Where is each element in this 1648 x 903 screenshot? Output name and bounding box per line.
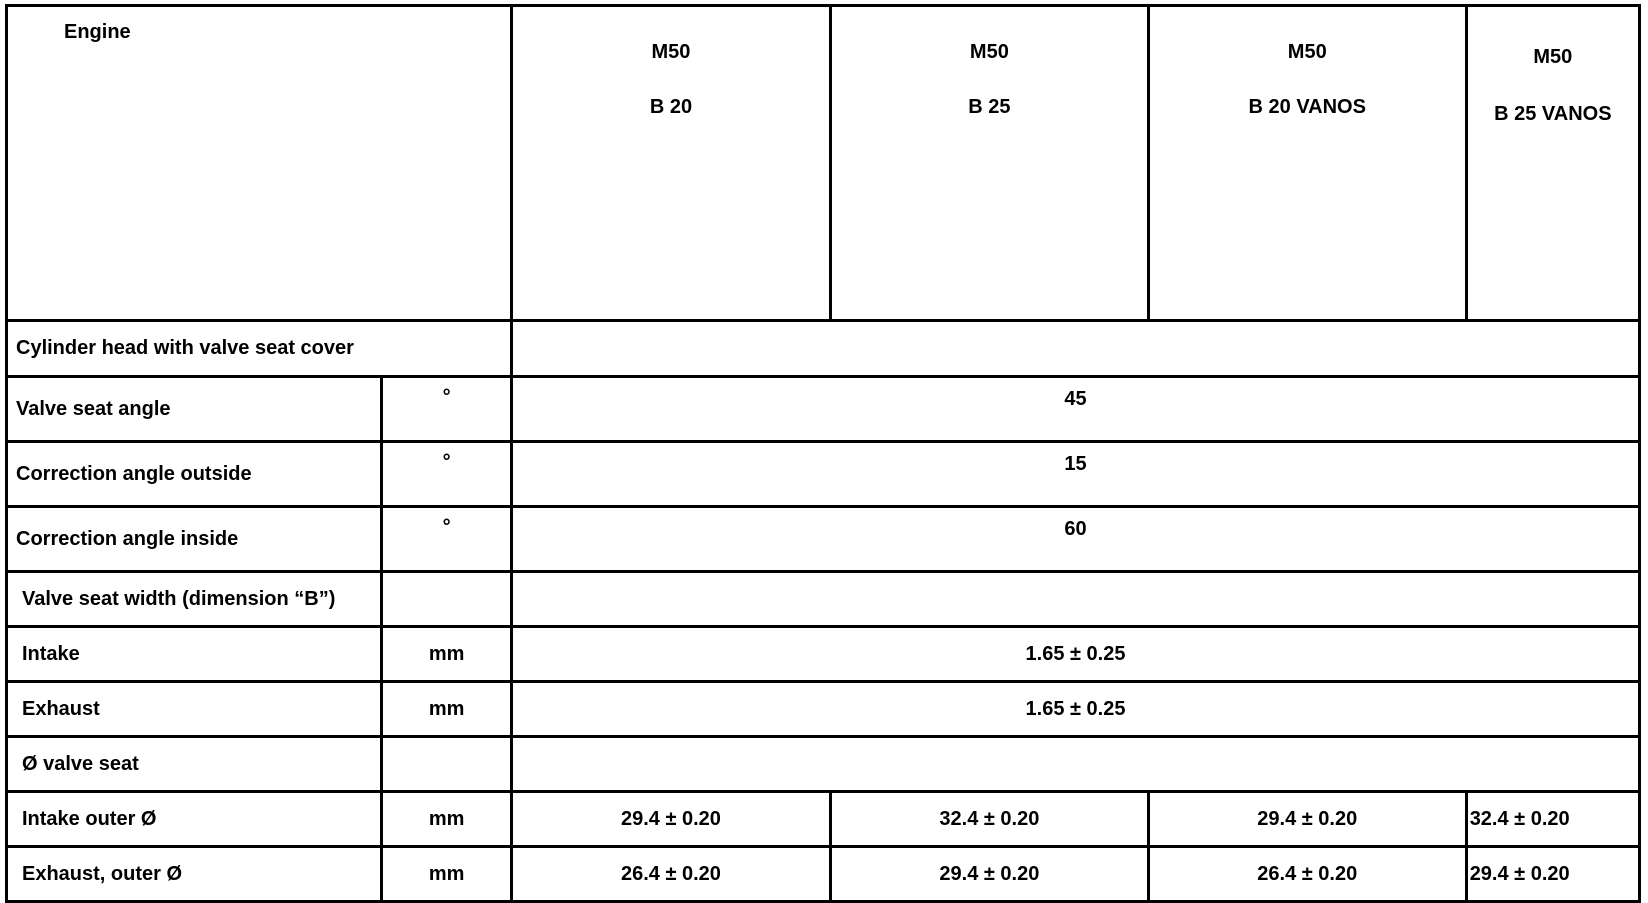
section-title: Cylinder head with valve seat cover [7, 321, 512, 377]
value-b20: 29.4 ± 0.20 [512, 792, 831, 847]
row-value: 1.65 ± 0.25 [512, 627, 1640, 682]
row-label: Valve seat angle [7, 377, 382, 442]
table-row [7, 792, 1640, 847]
row-value: 45 [512, 377, 1640, 442]
table-row [7, 627, 1640, 682]
table-row [7, 847, 1640, 902]
row-unit: mm [382, 792, 512, 847]
model-line2: B 20 [649, 96, 693, 118]
row-value: 60 [512, 507, 1640, 572]
model-line2: B 25 VANOS [1494, 103, 1612, 125]
model-line1: M50 [1287, 41, 1327, 63]
table-row [7, 377, 1640, 442]
row-unit-empty [382, 737, 512, 792]
model-header-b25 [830, 6, 1148, 321]
row-unit-empty [382, 572, 512, 627]
row-unit: mm [382, 682, 512, 737]
value-b20-vanos: 29.4 ± 0.20 [1148, 792, 1466, 847]
table-row [7, 442, 1640, 507]
value-b25: 29.4 ± 0.20 [830, 847, 1148, 902]
row-unit: mm [382, 627, 512, 682]
row-label: Exhaust, outer Ø [7, 847, 382, 902]
value-b25-vanos: 29.4 ± 0.20 [1466, 847, 1639, 902]
row-value: 15 [512, 442, 1640, 507]
model-header-b25-vanos [1466, 6, 1639, 321]
value-b20-vanos: 26.4 ± 0.20 [1148, 847, 1466, 902]
table-row [7, 737, 1640, 792]
row-label: Intake outer Ø [7, 792, 382, 847]
row-label: Valve seat width (dimension “B”) [7, 572, 382, 627]
value-b25: 32.4 ± 0.20 [830, 792, 1148, 847]
row-value-empty [512, 737, 1640, 792]
model-header-b20 [512, 6, 831, 321]
header-row [7, 6, 1640, 321]
value-b20: 26.4 ± 0.20 [512, 847, 831, 902]
row-unit: ° [382, 507, 512, 572]
row-value-empty [512, 572, 1640, 627]
section-empty-cell [512, 321, 1640, 377]
row-unit: ° [382, 377, 512, 442]
section-row [7, 321, 1640, 377]
model-line1: M50 [969, 41, 1009, 63]
engine-spec-table [5, 4, 1641, 903]
row-label: Correction angle outside [7, 442, 382, 507]
row-value: 1.65 ± 0.25 [512, 682, 1640, 737]
row-label: Exhaust [7, 682, 382, 737]
row-unit: mm [382, 847, 512, 902]
table-row [7, 682, 1640, 737]
row-label: Correction angle inside [7, 507, 382, 572]
table-row [7, 572, 1640, 627]
row-label: Intake [7, 627, 382, 682]
model-line1: M50 [651, 41, 691, 63]
row-label: Ø valve seat [7, 737, 382, 792]
model-header-b20-vanos [1148, 6, 1466, 321]
row-unit: ° [382, 442, 512, 507]
value-b25-vanos: 32.4 ± 0.20 [1466, 792, 1639, 847]
engine-header: Engine [7, 6, 512, 321]
model-line2: B 20 VANOS [1248, 96, 1366, 118]
model-line2: B 25 [968, 96, 1011, 118]
model-line1: M50 [1533, 46, 1573, 68]
table-row [7, 507, 1640, 572]
